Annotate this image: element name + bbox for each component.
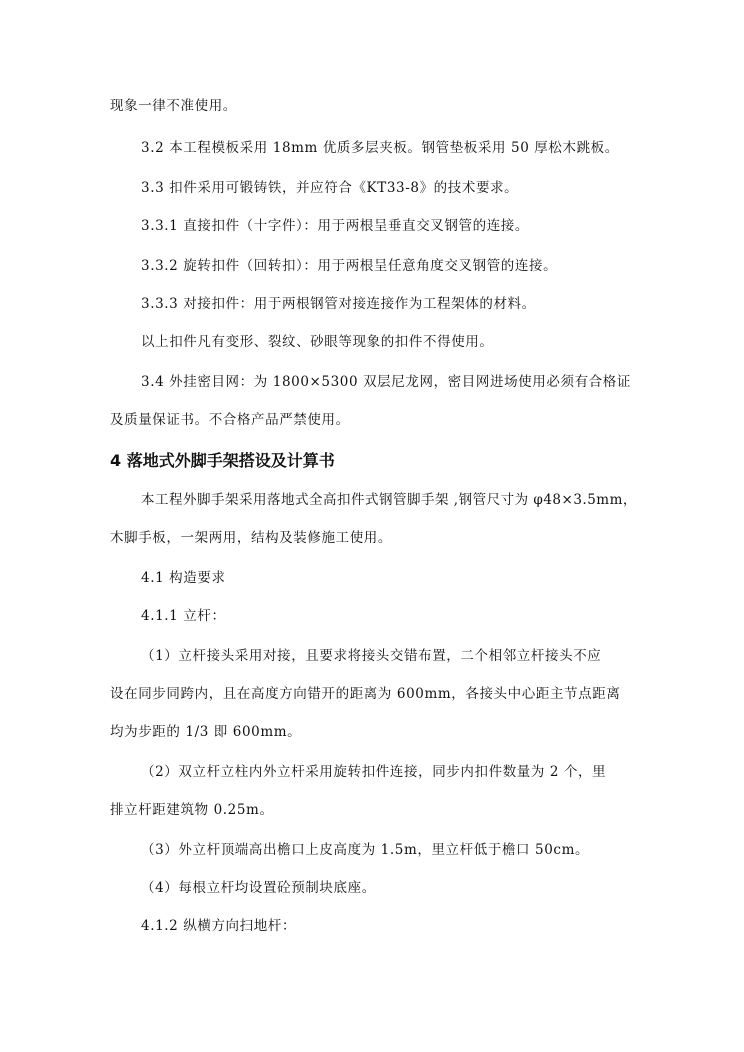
text-line-6: 3.3.3 对接扣件：用于两根钢管对接连接作为工程架体的材料。	[141, 296, 536, 312]
text-line-9: 及质量保证书。不合格产品严禁使用。	[110, 412, 350, 428]
text-line-1: 现象一律不准使用。	[110, 98, 237, 114]
text-line-10: 本工程外脚手架采用落地式全高扣件式钢管脚手架 ,钢管尺寸为 φ48×3.5mm，	[141, 492, 637, 508]
text-line-16: 均为步距的 1/3 即 600mm。	[110, 724, 302, 740]
text-line-2: 3.2 本工程模板采用 18mm 优质多层夹板。钢管垫板采用 50 厚松木跳板。	[141, 140, 619, 156]
text-line-17: （2）双立杆立柱内外立杆采用旋转扣件连接，同步内扣件数量为 2 个，里	[141, 764, 607, 780]
text-line-21: 4.1.2 纵横方向扫地杆：	[141, 918, 297, 934]
text-line-8: 3.4 外挂密目网：为 1800×5300 双层尼龙网，密目网进场使用必须有合格证	[141, 374, 631, 390]
text-line-13: 4.1.1 立杆：	[141, 608, 226, 624]
text-line-5: 3.3.2 旋转扣件（回转扣）：用于两根呈任意角度交叉钢管的连接。	[141, 258, 558, 274]
text-line-20: （4）每根立杆均设置砼预制块底座。	[141, 880, 376, 896]
text-line-15: 设在同步同跨内，且在高度方向错开的距离为 600mm，各接头中心距主节点距离	[110, 686, 621, 702]
section-heading: 4 落地式外脚手架搭设及计算书	[110, 451, 335, 470]
text-line-14: （1）立杆接头采用对接，且要求将接头交错布置，二个相邻立杆接头不应	[141, 648, 602, 664]
text-line-7: 以上扣件凡有变形、裂纹、砂眼等现象的扣件不得使用。	[141, 334, 494, 350]
text-line-19: （3）外立杆顶端高出檐口上皮高度为 1.5m，里立杆低于檐口 50cm。	[141, 842, 590, 858]
text-line-12: 4.1 构造要求	[141, 570, 226, 586]
text-line-3: 3.3 扣件采用可锻铸铁，并应符合《KT33-8》的技术要求。	[141, 180, 519, 196]
text-line-4: 3.3.1 直接扣件（十字件）：用于两根呈垂直交叉钢管的连接。	[141, 218, 529, 234]
text-line-18: 排立杆距建筑物 0.25m。	[110, 802, 274, 818]
text-line-11: 木脚手板，一架两用，结构及装修施工使用。	[110, 530, 392, 546]
